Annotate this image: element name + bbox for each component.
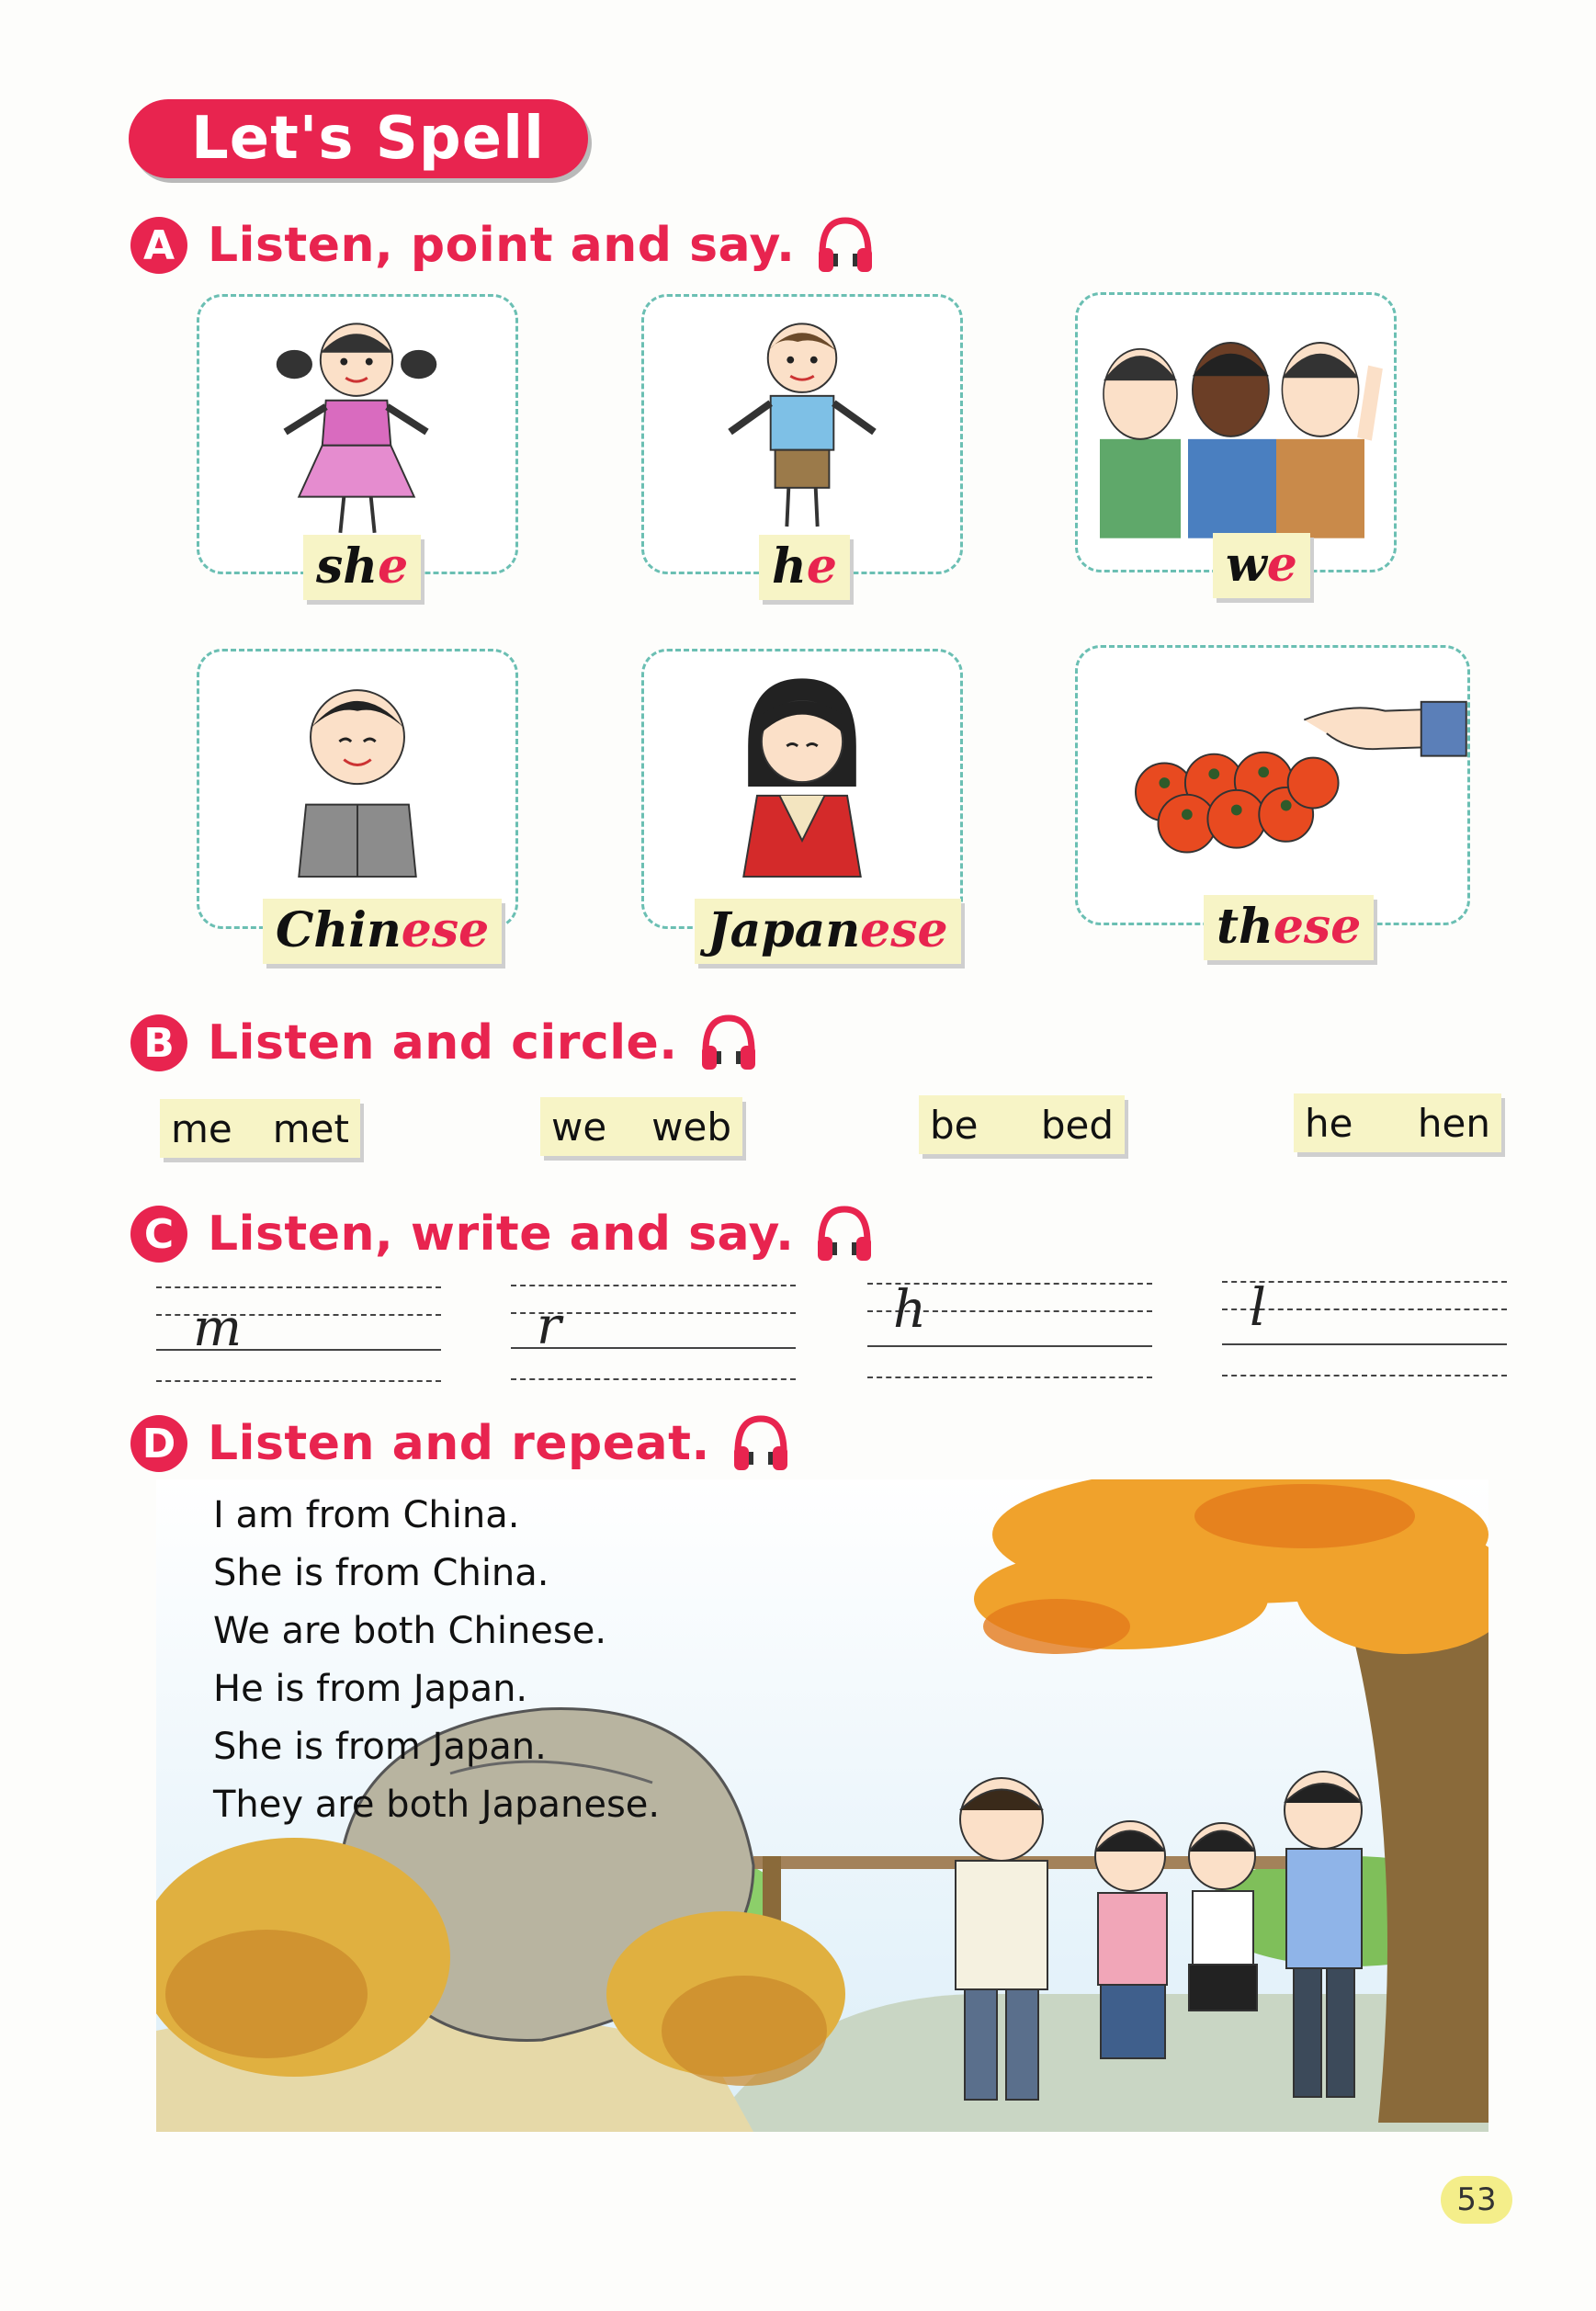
- write-letter: m: [193, 1298, 243, 1358]
- card-chinese: [197, 649, 518, 929]
- headphones-icon[interactable]: [696, 1011, 761, 1075]
- verse-line: She is from Japan.: [213, 1726, 547, 1768]
- section-c-badge: C: [130, 1206, 187, 1263]
- word-he: he: [759, 535, 850, 600]
- section-c-heading: Listen, write and say.: [208, 1206, 795, 1262]
- section-a-header: [130, 213, 877, 278]
- title-text: Let's Spell: [191, 105, 545, 173]
- pair-word[interactable]: met: [272, 1105, 349, 1151]
- writing-line[interactable]: [867, 1279, 1152, 1380]
- verse: [213, 1487, 660, 1834]
- headphones-icon[interactable]: [813, 213, 877, 278]
- japanese-girl-illustration: [644, 651, 960, 926]
- page-number: 53: [1441, 2176, 1512, 2224]
- section-d-badge: D: [130, 1415, 187, 1472]
- page-title: [129, 99, 588, 178]
- card-these: [1075, 645, 1470, 925]
- pair-word[interactable]: bed: [1040, 1102, 1114, 1148]
- section-b-header: [130, 1011, 761, 1075]
- persimmons-illustration: [1078, 648, 1467, 923]
- pair-word[interactable]: hen: [1417, 1100, 1490, 1146]
- word-chinese: Chinese: [263, 899, 502, 964]
- write-letter: h: [893, 1280, 927, 1340]
- writing-line[interactable]: [156, 1283, 441, 1384]
- card-he: [641, 294, 963, 574]
- word-pair: [919, 1095, 1125, 1154]
- section-a-heading: Listen, point and say.: [208, 218, 796, 273]
- word-these: these: [1204, 895, 1374, 960]
- write-letter: r: [537, 1297, 561, 1356]
- verse-line: They are both Japanese.: [213, 1784, 661, 1826]
- headphones-icon[interactable]: [812, 1202, 877, 1266]
- verse-line: She is from China.: [213, 1552, 549, 1594]
- verse-line: I am from China.: [213, 1494, 520, 1536]
- section-a-badge: A: [130, 217, 187, 274]
- section-d-header: [130, 1411, 793, 1476]
- pair-word[interactable]: be: [930, 1102, 979, 1148]
- word-japanese: Japanese: [695, 899, 961, 964]
- word-we: we: [1213, 533, 1310, 598]
- pair-word[interactable]: we: [551, 1104, 607, 1150]
- pair-word[interactable]: he: [1305, 1100, 1353, 1146]
- headphones-icon[interactable]: [729, 1411, 793, 1476]
- boy-illustration: [644, 297, 960, 572]
- chinese-boy-illustration: [199, 651, 515, 926]
- word-pair: [160, 1099, 360, 1158]
- card-we: [1075, 292, 1397, 572]
- writing-line[interactable]: [511, 1281, 796, 1382]
- card-japanese: [641, 649, 963, 929]
- pair-word[interactable]: web: [651, 1104, 731, 1150]
- write-letter: l: [1250, 1278, 1266, 1338]
- section-b-badge: B: [130, 1014, 187, 1071]
- verse-line: He is from Japan.: [213, 1668, 528, 1710]
- card-she: [197, 294, 518, 574]
- girl-illustration: [199, 297, 515, 572]
- word-pair: [1294, 1093, 1501, 1152]
- section-c-header: [130, 1202, 877, 1266]
- writing-line[interactable]: [1222, 1277, 1507, 1378]
- word-pair: [540, 1097, 742, 1156]
- verse-line: We are both Chinese.: [213, 1610, 607, 1652]
- pair-word[interactable]: me: [171, 1105, 232, 1151]
- section-b-heading: Listen and circle.: [208, 1015, 678, 1071]
- three-boys-illustration: [1078, 295, 1394, 570]
- section-d-heading: Listen and repeat.: [208, 1416, 710, 1471]
- word-she: she: [303, 535, 421, 600]
